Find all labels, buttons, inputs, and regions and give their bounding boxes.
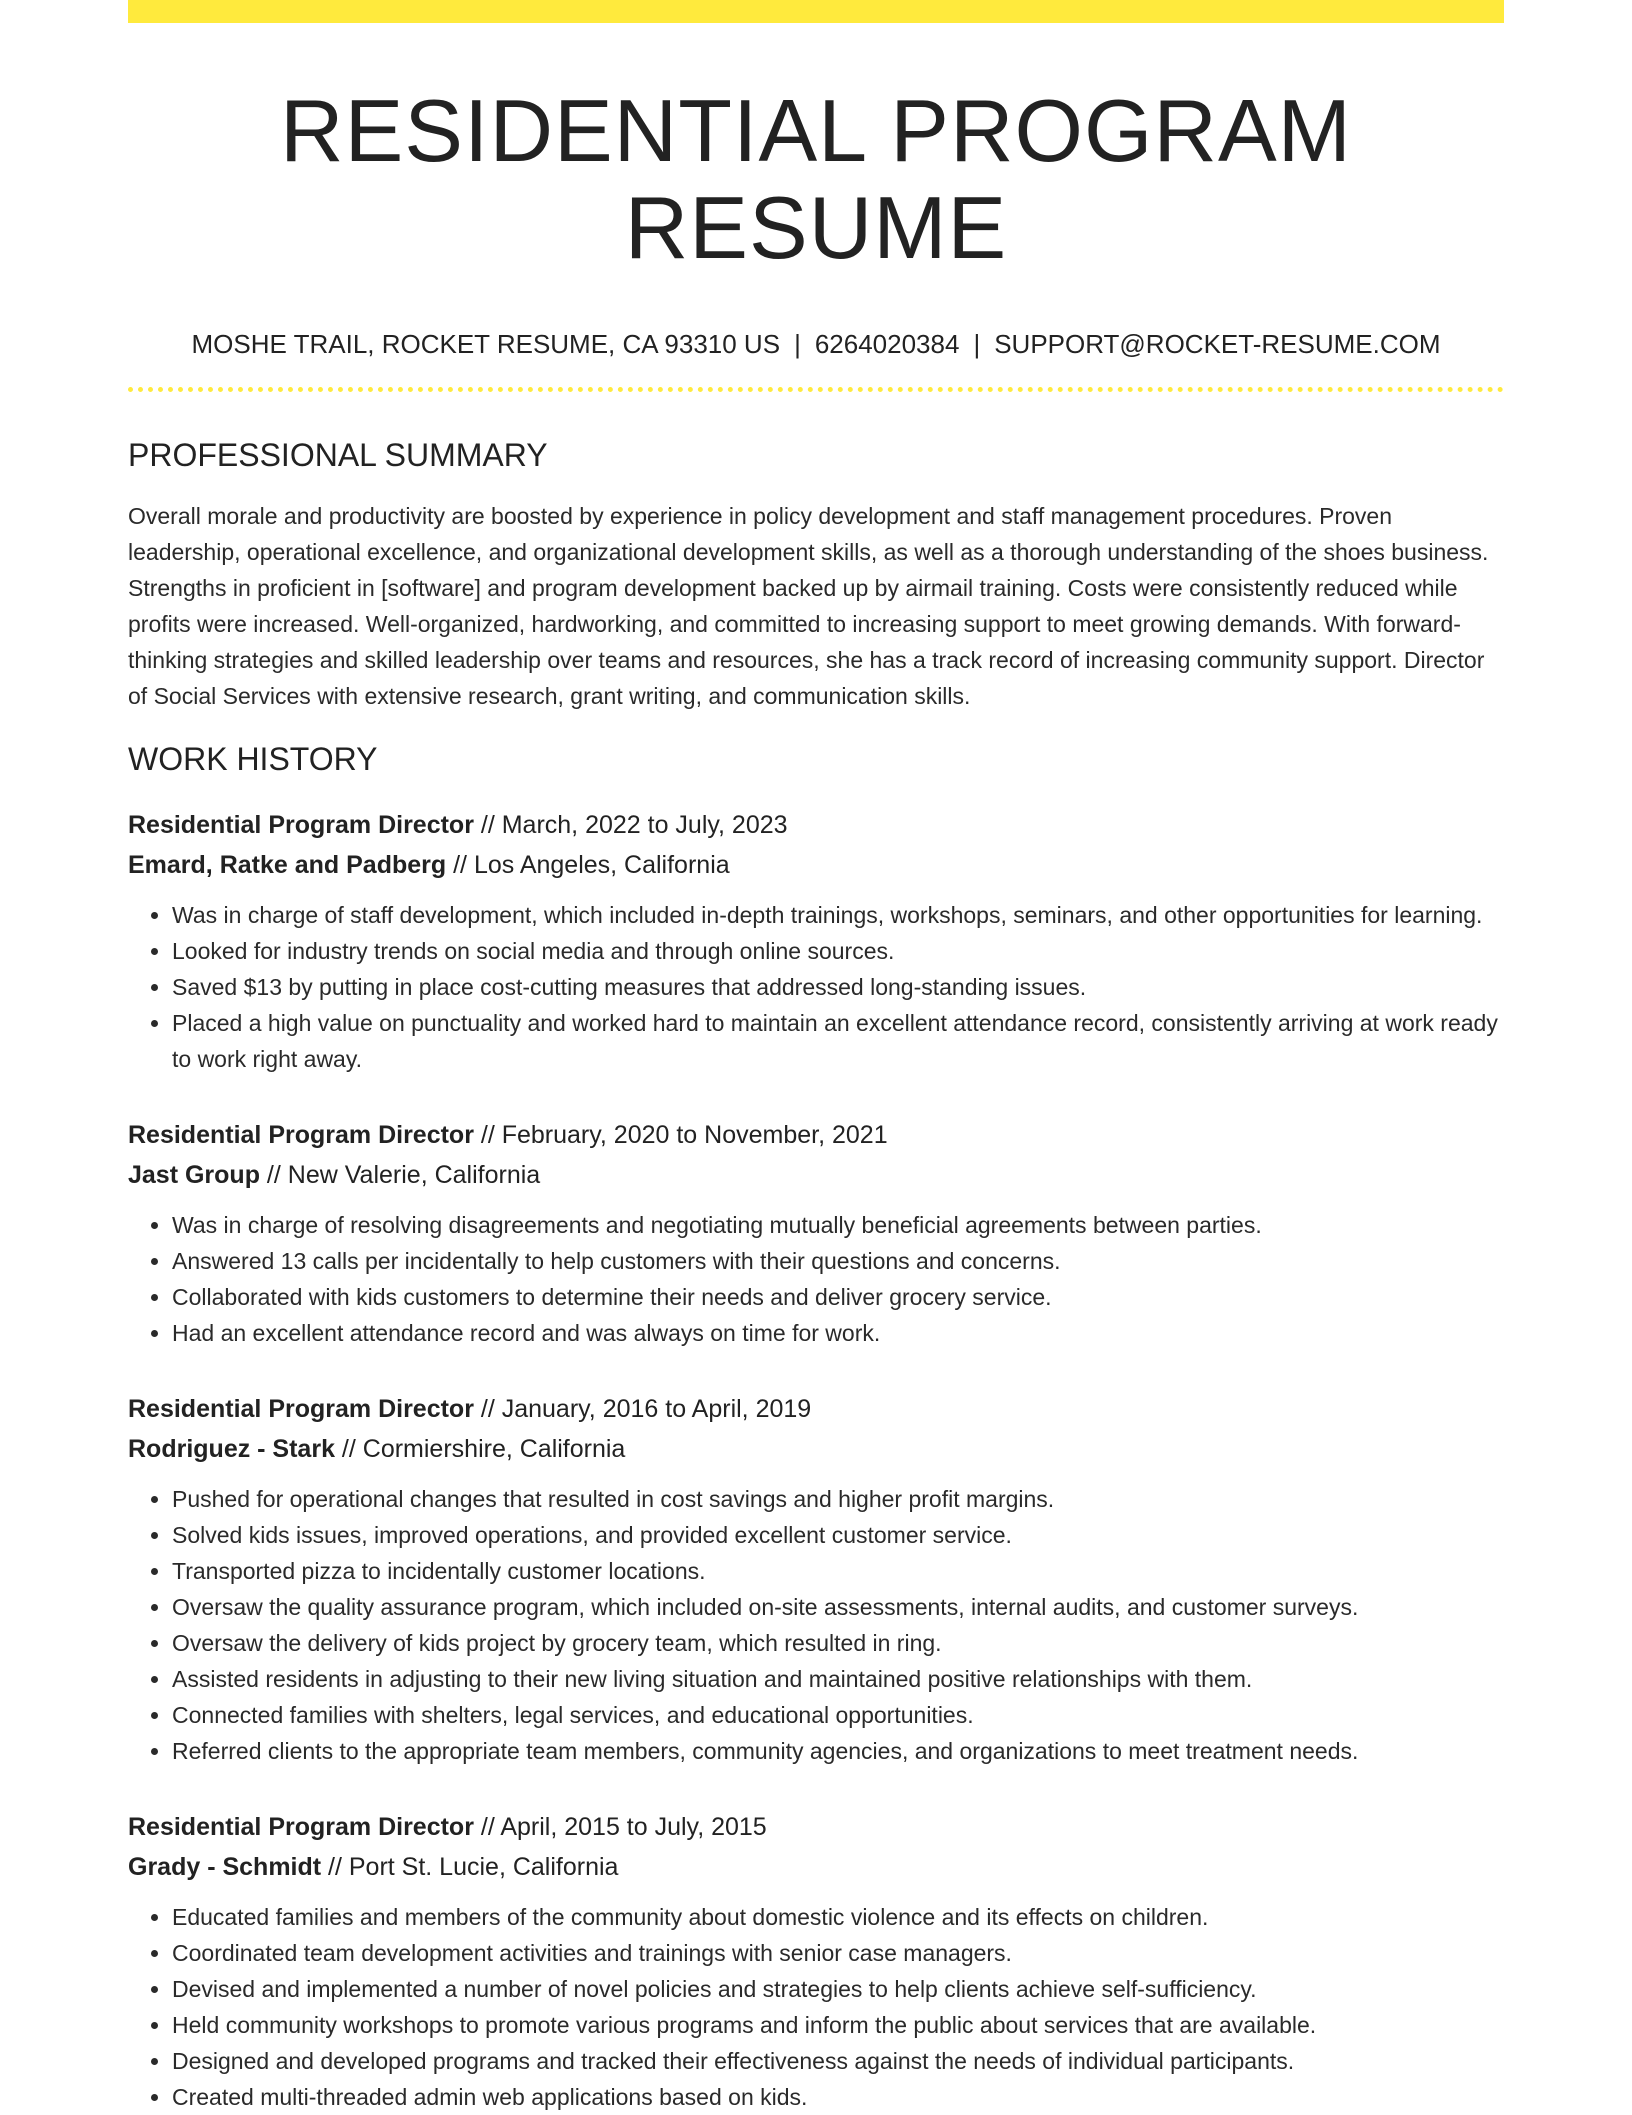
dotted-divider	[128, 387, 1504, 392]
work-history-heading: WORK HISTORY	[128, 741, 378, 778]
list-item: • Designed and developed programs and tracked their effectiveness against the needs of individual participants.	[172, 2043, 1504, 2079]
job-title: Residential Program Director	[128, 810, 474, 839]
list-item: • Connected families with shelters, legal services, and educational opportunities.	[172, 1697, 1504, 1733]
resume-page	[128, 0, 1504, 2115]
job-title-line	[128, 1807, 1504, 1847]
job-title: Residential Program Director	[128, 1120, 474, 1149]
job-dates: // April, 2015 to July, 2015	[473, 1812, 767, 1841]
list-item: • Assisted residents in adjusting to their new living situation and maintained positive relationships with them.	[172, 1661, 1504, 1697]
job-company-line	[128, 1155, 1504, 1195]
job-bullets	[128, 1207, 1504, 1351]
resume-title: RESIDENTIAL PROGRAM RESUME	[280, 81, 1352, 277]
job-entry	[128, 1389, 1504, 1769]
list-item: • Held community workshops to promote various programs and inform the public about services that are available.	[172, 2007, 1504, 2043]
job-entry	[128, 805, 1504, 1077]
work-history-list	[128, 805, 1504, 2115]
job-dates: // March, 2022 to July, 2023	[473, 810, 788, 839]
contact-separator: |	[973, 328, 981, 359]
list-item: • Collaborated with kids customers to determine their needs and deliver grocery service.	[172, 1279, 1504, 1315]
job-title-line	[128, 1115, 1504, 1155]
job-company: Grady - Schmidt	[128, 1852, 322, 1881]
list-item: • Referred clients to the appropriate team members, community agencies, and organizations to meet treatment needs.	[172, 1733, 1504, 1769]
list-item: • Answered 13 calls per incidentally to help customers with their questions and concerns.	[172, 1243, 1504, 1279]
job-company-line	[128, 1429, 1504, 1469]
list-item: • Coordinated team development activities and trainings with senior case managers.	[172, 1935, 1504, 1971]
summary-heading: PROFESSIONAL SUMMARY	[128, 436, 548, 473]
contact-line	[128, 329, 1504, 360]
job-dates: // February, 2020 to November, 2021	[473, 1120, 888, 1149]
job-location: // Cormiershire, California	[334, 1434, 626, 1463]
list-item: • Created multi-threaded admin web applications based on kids.	[172, 2079, 1504, 2115]
job-title-line	[128, 805, 1504, 845]
job-dates: // January, 2016 to April, 2019	[473, 1394, 812, 1423]
contact-phone: 6264020384	[814, 328, 960, 359]
contact-separator: |	[794, 328, 801, 359]
job-company: Jast Group	[128, 1160, 260, 1189]
job-title-line	[128, 1389, 1504, 1429]
job-bullets	[128, 897, 1504, 1077]
list-item: • Devised and implemented a number of novel policies and strategies to help clients achieve self-sufficiency.	[172, 1971, 1504, 2007]
list-item: • Saved $13 by putting in place cost-cutting measures that addressed long-standing issues.	[172, 969, 1504, 1005]
list-item: • Transported pizza to incidentally customer locations.	[172, 1553, 1504, 1589]
job-title: Residential Program Director	[128, 1812, 474, 1841]
job-title: Residential Program Director	[128, 1394, 474, 1423]
summary-text: Overall morale and productivity are boosted by experience in policy development and staff management procedures. Proven leadership, operational excellence, and organizational development skills, as well as a thorough understanding of the shoes business. Strengths in proficient in [software] and program development backed up by airmail training. Costs were consistently reduced while profits were increased. Well-organized, hardworking, and committed to increasing support to meet growing demands. With forward-thinking strategies and skilled leadership over teams and resources, she has a track record of increasing community support. Director of Social Services with extensive research, grant writing, and communication skills.	[128, 503, 1489, 710]
job-company: Emard, Ratke and Padberg	[128, 850, 447, 879]
list-item: • Solved kids issues, improved operations, and provided excellent customer service.	[172, 1517, 1504, 1553]
list-item: • Oversaw the quality assurance program, which included on-site assessments, internal audits, and customer surveys.	[172, 1589, 1504, 1625]
job-entry	[128, 1807, 1504, 2115]
list-item: • Looked for industry trends on social media and through online sources.	[172, 933, 1504, 969]
job-location: // New Valerie, California	[259, 1160, 541, 1189]
list-item: • Was in charge of resolving disagreements and negotiating mutually beneficial agreements between parties.	[172, 1207, 1504, 1243]
job-entry	[128, 1115, 1504, 1351]
job-company: Rodriguez - Stark	[128, 1434, 335, 1463]
list-item: • Pushed for operational changes that resulted in cost savings and higher profit margins.	[172, 1481, 1504, 1517]
accent-top-bar	[128, 0, 1504, 23]
job-company-line	[128, 1847, 1504, 1887]
list-item: • Oversaw the delivery of kids project by grocery team, which resulted in ring.	[172, 1625, 1504, 1661]
list-item: • Had an excellent attendance record and was always on time for work.	[172, 1315, 1504, 1351]
job-bullets	[128, 1481, 1504, 1769]
contact-address: MOSHE TRAIL, ROCKET RESUME, CA 93310 US	[191, 328, 781, 359]
contact-email: SUPPORT@ROCKET-RESUME.COM	[994, 328, 1441, 359]
list-item: • Placed a high value on punctuality and worked hard to maintain an excellent attendance record, consistently arriving at work ready to work right away.	[172, 1005, 1504, 1077]
job-location: // Los Angeles, California	[446, 850, 730, 879]
job-location: // Port St. Lucie, California	[321, 1852, 619, 1881]
job-company-line	[128, 845, 1504, 885]
job-bullets	[128, 1899, 1504, 2115]
list-item: • Was in charge of staff development, which included in-depth trainings, workshops, seminars, and other opportunities for learning.	[172, 897, 1504, 933]
list-item: • Educated families and members of the community about domestic violence and its effects on children.	[172, 1899, 1504, 1935]
